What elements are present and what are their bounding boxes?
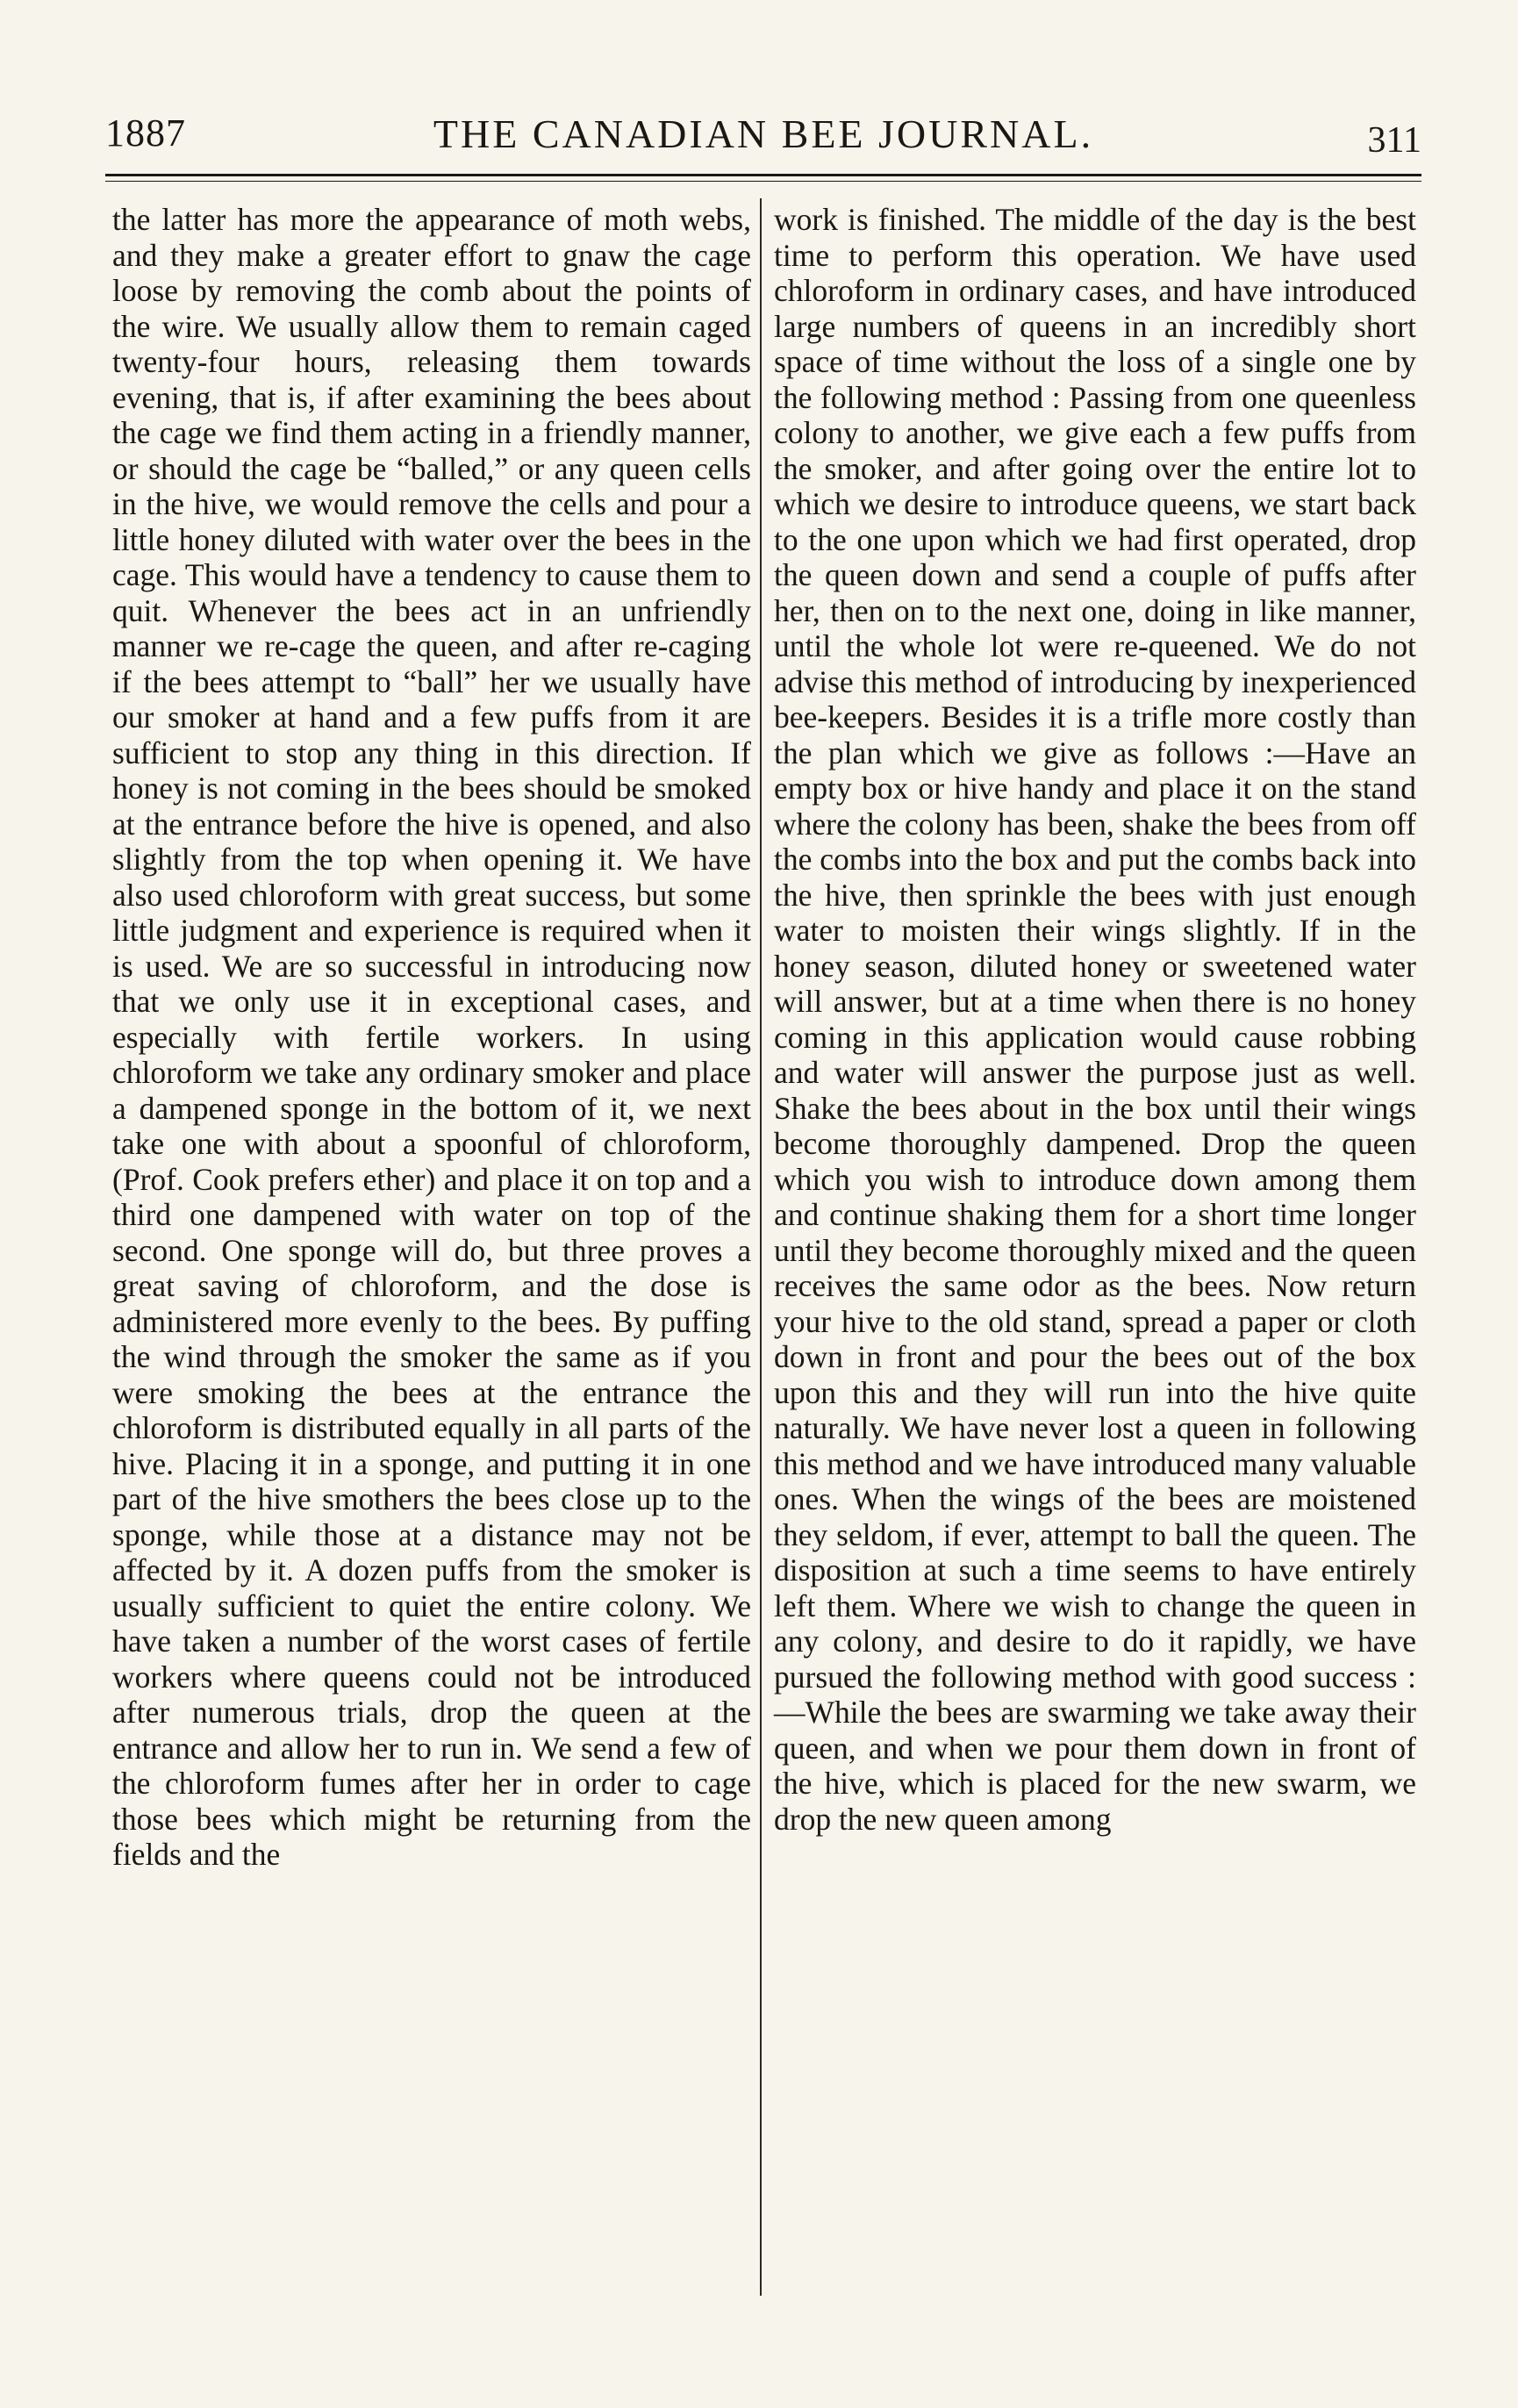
page-number: 311 <box>1367 120 1421 161</box>
header-rule-thick <box>105 174 1421 176</box>
right-column <box>774 202 1416 2326</box>
column-divider <box>760 198 762 2296</box>
right-column-text: work is finished. The middle of the day is the best time to perform this operation. We have used chloroform in ordinary cases, and have introduced large numbers of queens in an incredibly short space of time without the loss of a single one by the following method : Passing from one queenless colony to another, we give each a few puffs from the smoker, and after going over the entire lot to which we desire to introduce queens, we start back to the one upon which we had first operated, drop the queen down and send a couple of puffs after her, then on to the next one, doing in like manner, until the whole lot were re-queened. We do not advise this method of introducing by inexperienced bee-keepers. Besides it is a trifle more costly than the plan which we give as follows :—Have an empty box or hive handy and place it on the stand where the colony has been, shake the bees from off the combs into the box and put the combs back into the hive, then sprinkle the bees with just enough water to moisten their wings slightly. If in the honey season, diluted honey or sweetened water will answer, but at a time when there is no honey coming in this application would cause robbing and water will answer the purpose just as well. Shake the bees about in the box until their wings become thoroughly dampened. Drop the queen which you wish to introduce down among them and continue shaking them for a short time longer until they become thoroughly mixed and the queen receives the same odor as the bees. Now return your hive to the old stand, spread a paper or cloth down in front and pour the bees out of the box upon this and they will run into the hive quite naturally. We have never lost a queen in following this method and we have introduced many valuable ones. When the wings of the bees are moistened they seldom, if ever, attempt to ball the queen. The disposition at such a time seems to have entirely left them. Where we wish to change the queen in any colony, and desire to do it rapidly, we have pursued the following method with good success :—While the bees are swarming we take away their queen, and when we pour them down in front of the hive, which is placed for the new swarm, we drop the new queen among <box>774 202 1416 1837</box>
left-column <box>112 202 751 2326</box>
page-header <box>105 111 1421 172</box>
left-column-text: the latter has more the appearance of moth webs, and they make a greater effort to gnaw the cage loose by removing the comb about the points of the wire. We usually allow them to remain caged twenty-four hours, releasing them towards evening, that is, if after examining the bees about the cage we find them acting in a friendly manner, or should the cage be “balled,” or any queen cells in the hive, we would remove the cells and pour a little honey diluted with water over the bees in the cage. This would have a tendency to cause them to quit. Whenever the bees act in an unfriendly manner we re-cage the queen, and after re-caging if the bees attempt to “ball” her we usually have our smoker at hand and a few puffs from it are sufficient to stop any thing in this direction. If honey is not coming in the bees should be smoked at the entrance before the hive is opened, and also slightly from the top when opening it. We have also used chloroform with great success, but some little judgment and experience is required when it is used. We are so successful in introducing now that we only use it in exceptional cases, and especially with fertile workers. In using chloroform we take any ordinary smoker and place a dampened sponge in the bottom of it, we next take one with about a spoonful of chloroform, (Prof. Cook prefers ether) and place it on top and a third one dampened with water on top of the second. One sponge will do, but three proves a great saving of chloroform, and the dose is administered more evenly to the bees. By puffing the wind through the smoker the same as if you were smoking the bees at the entrance the chloroform is distributed equally in all parts of the hive. Placing it in a sponge, and putting it in one part of the hive smothers the bees close up to the sponge, while those at a distance may not be affected by it. A dozen puffs from the smoker is usually sufficient to quiet the entire colony. We have taken a number of the worst cases of fertile workers where queens could not be introduced after numerous trials, drop the queen at the entrance and allow her to run in. We send a few of the chloroform fumes after her in order to cage those bees which might be returning from the fields and the <box>112 202 751 1872</box>
header-rule-thin <box>105 181 1421 182</box>
journal-title: THE CANADIAN BEE JOURNAL. <box>433 111 1094 156</box>
header-year: 1887 <box>105 111 186 154</box>
